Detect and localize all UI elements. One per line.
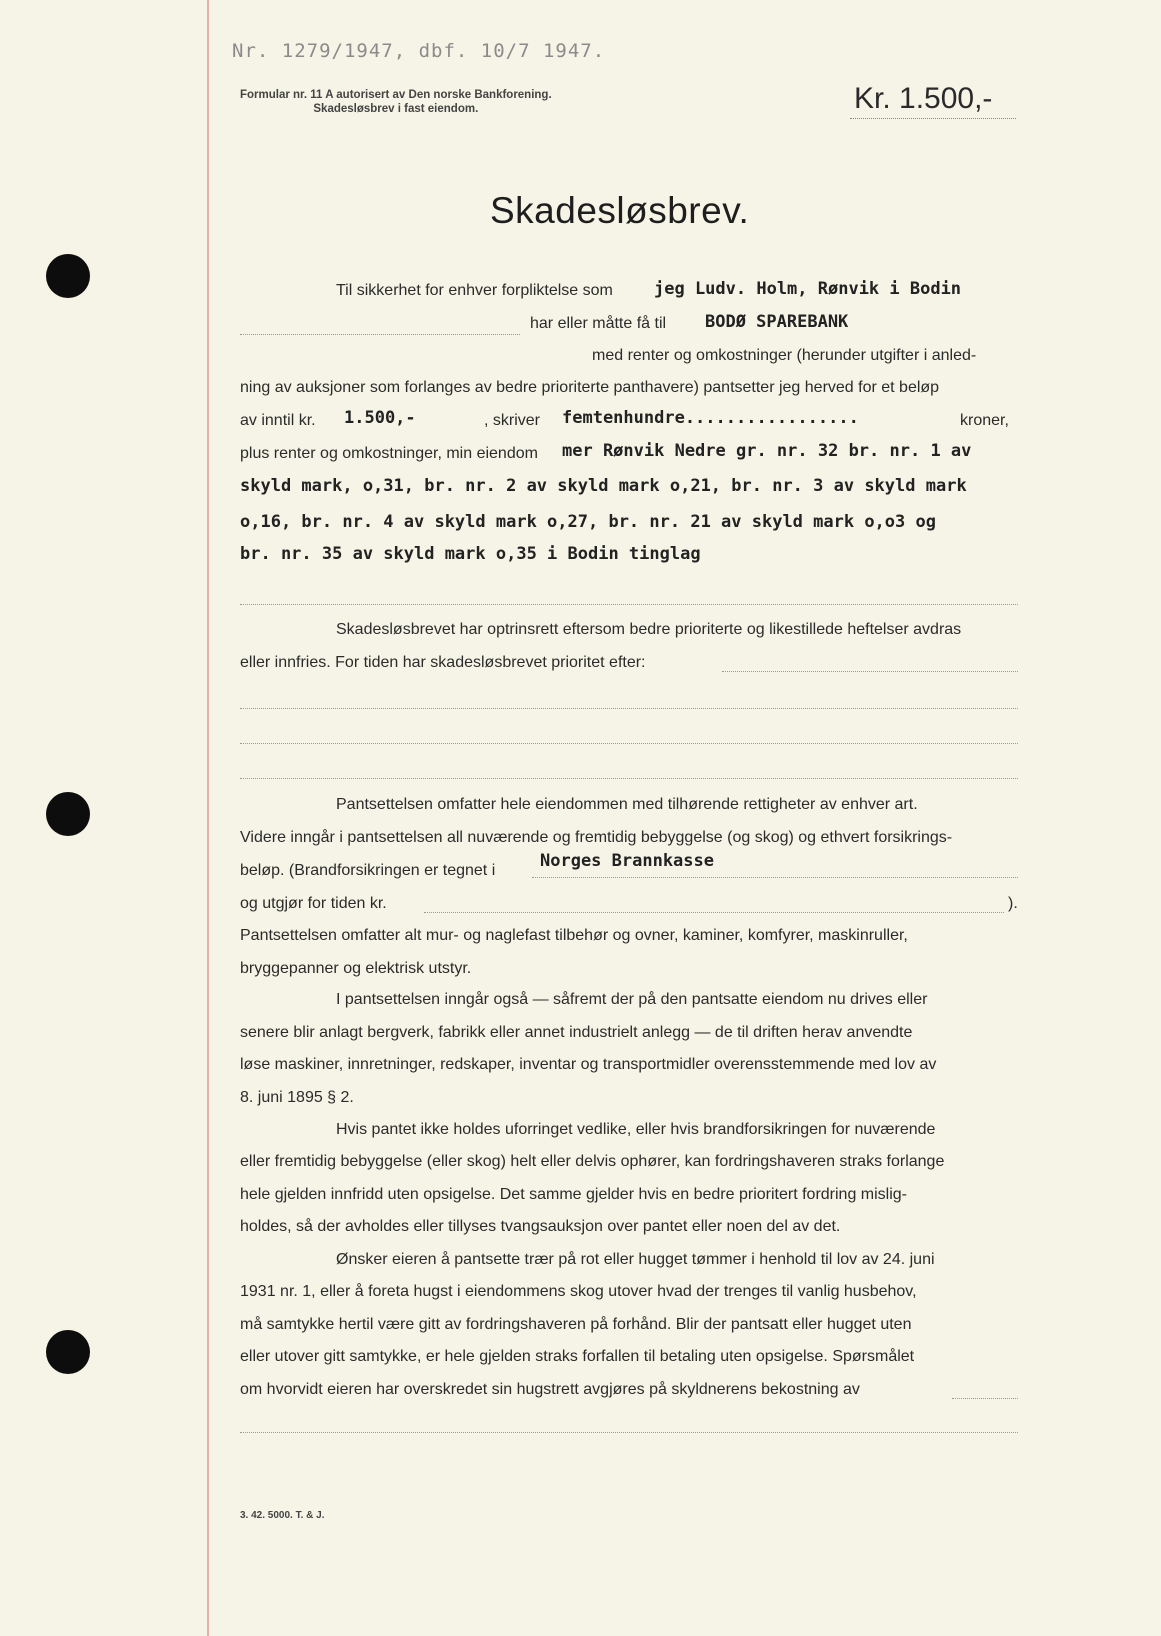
p6-line-2: 1931 nr. 1, eller å foreta hugst i eiendommens skog utover hvad der trenges til vanlig husbehov, [240, 1283, 917, 1300]
form-info [240, 88, 552, 116]
fill-line [240, 708, 1018, 709]
p5-line-1: Hvis pantet ikke holdes uforringet vedlike, eller hvis brandforsikringen for nuværende [336, 1121, 936, 1138]
property-description-4: br. nr. 35 av skyld mark o,35 i Bodin tinglag [240, 544, 701, 564]
p2-line-2: eller innfries. For tiden har skadesløsbrevet prioritet efter: [240, 654, 646, 671]
p3-line-4-lead: og utgjør for tiden kr. [240, 895, 387, 912]
p5-line-4: holdes, så der avholdes eller tillyses tvangsauksjon over pantet eller noen del av det. [240, 1218, 841, 1235]
fill-line [240, 743, 1018, 744]
p6-line-4: eller utover gitt samtykke, er hele gjelden straks forfallen til betaling uten opsigelse. Spørsmålet [240, 1348, 915, 1365]
fill-line [240, 778, 1018, 779]
punch-hole [46, 792, 90, 836]
fill-line [240, 334, 520, 335]
p1-line-1-lead: Til sikkerhet for enhver forpliktelse som [336, 282, 613, 299]
amount-underline [850, 118, 1016, 119]
property-description-1: mer Rønvik Nedre gr. nr. 32 br. nr. 1 av [562, 441, 972, 461]
p1-line-2-lead: har eller måtte få til [530, 315, 667, 332]
registration-reference: Nr. 1279/1947, dbf. 10/7 1947. [232, 40, 606, 62]
fill-line [240, 604, 1018, 605]
p3-line-6: bryggepanner og elektrisk utstyr. [240, 960, 472, 977]
document-title: Skadesløsbrev. [490, 190, 750, 231]
fill-line [424, 912, 1004, 913]
punch-hole [46, 254, 90, 298]
p5-line-2: eller fremtidig bebyggelse (eller skog) helt eller delvis ophører, kan fordringshaveren straks forlange [240, 1153, 945, 1170]
p3-line-1: Pantsettelsen omfatter hele eiendommen med tilhørende rettigheter av enhver art. [336, 796, 918, 813]
amount-figures: 1.500,- [344, 408, 416, 428]
property-description-3: o,16, br. nr. 4 av skyld mark o,27, br. nr. 21 av skyld mark o,o3 og [240, 512, 936, 532]
insurer-name: Norges Brannkasse [540, 851, 714, 871]
p3-line-4-end: ). [1008, 895, 1018, 912]
p1-line-6-lead: plus renter og omkostninger, min eiendom [240, 445, 538, 462]
amount-words: femtenhundre................. [562, 408, 859, 428]
property-description-2: skyld mark, o,31, br. nr. 2 av skyld mark o,21, br. nr. 3 av skyld mark [240, 476, 967, 496]
p1-line-4: ning av auksjoner som forlanges av bedre prioriterte panthavere) pantsetter jeg herved for et beløp [240, 379, 940, 396]
p5-line-3: hele gjelden innfridd uten opsigelse. Det samme gjelder hvis en bedre prioritert fordring mislig- [240, 1186, 908, 1203]
p6-line-3: må samtykke hertil være gitt av fordringshaveren på forhånd. Blir der pantsatt eller hugget uten [240, 1316, 912, 1333]
form-info-line-2: Skadesløsbrev i fast eiendom. [313, 103, 479, 115]
fill-line [722, 671, 1018, 672]
p4-line-3: løse maskiner, innretninger, redskaper, inventar og transportmidler overensstemmende med lov av [240, 1056, 937, 1073]
p1-line-5-b: , skriver [484, 412, 540, 429]
p1-line-5-a: av inntil kr. [240, 412, 316, 429]
p1-line-5-c: kroner, [960, 412, 1009, 429]
fill-line [532, 877, 1018, 878]
p3-line-2: Videre inngår i pantsettelsen all nuværende og fremtidig bebyggelse (og skog) og ethvert forsikrings- [240, 829, 953, 846]
p3-line-3-lead: beløp. (Brandforsikringen er tegnet i [240, 862, 496, 879]
margin-rule [207, 0, 209, 1636]
p3-line-5: Pantsettelsen omfatter alt mur- og naglefast tilbehør og ovner, kaminer, komfyrer, maskinruller, [240, 927, 908, 944]
fill-line [240, 1432, 1018, 1433]
fill-line [952, 1398, 1018, 1399]
creditor-name: BODØ SPAREBANK [705, 312, 849, 332]
p6-line-1: Ønsker eieren å pantsette trær på rot eller hugget tømmer i henhold til lov av 24. juni [336, 1251, 935, 1268]
amount-heading: Kr. 1.500,- [854, 82, 993, 115]
p4-line-2: senere blir anlagt bergverk, fabrikk eller annet industrielt anlegg — de til driften herav anvendte [240, 1024, 913, 1041]
p4-line-4: 8. juni 1895 § 2. [240, 1089, 354, 1106]
form-print-number: 3. 42. 5000. T. & J. [240, 1510, 325, 1521]
form-info-line-1: Formular nr. 11 A autorisert av Den norske Bankforening. [240, 89, 552, 101]
p2-line-1: Skadesløsbrevet har optrinsrett eftersom bedre prioriterte og likestillede heftelser avdras [336, 621, 962, 638]
p6-line-5: om hvorvidt eieren har overskredet sin hugstrett avgjøres på skyldnerens bekostning av [240, 1381, 860, 1398]
debtor-name: jeg Ludv. Holm, Rønvik i Bodin [654, 279, 962, 299]
p1-line-3: med renter og omkostninger (herunder utgifter i anled- [592, 347, 977, 364]
punch-hole [46, 1330, 90, 1374]
p4-line-1: I pantsettelsen inngår også — såfremt der på den pantsatte eiendom nu drives eller [336, 991, 928, 1008]
